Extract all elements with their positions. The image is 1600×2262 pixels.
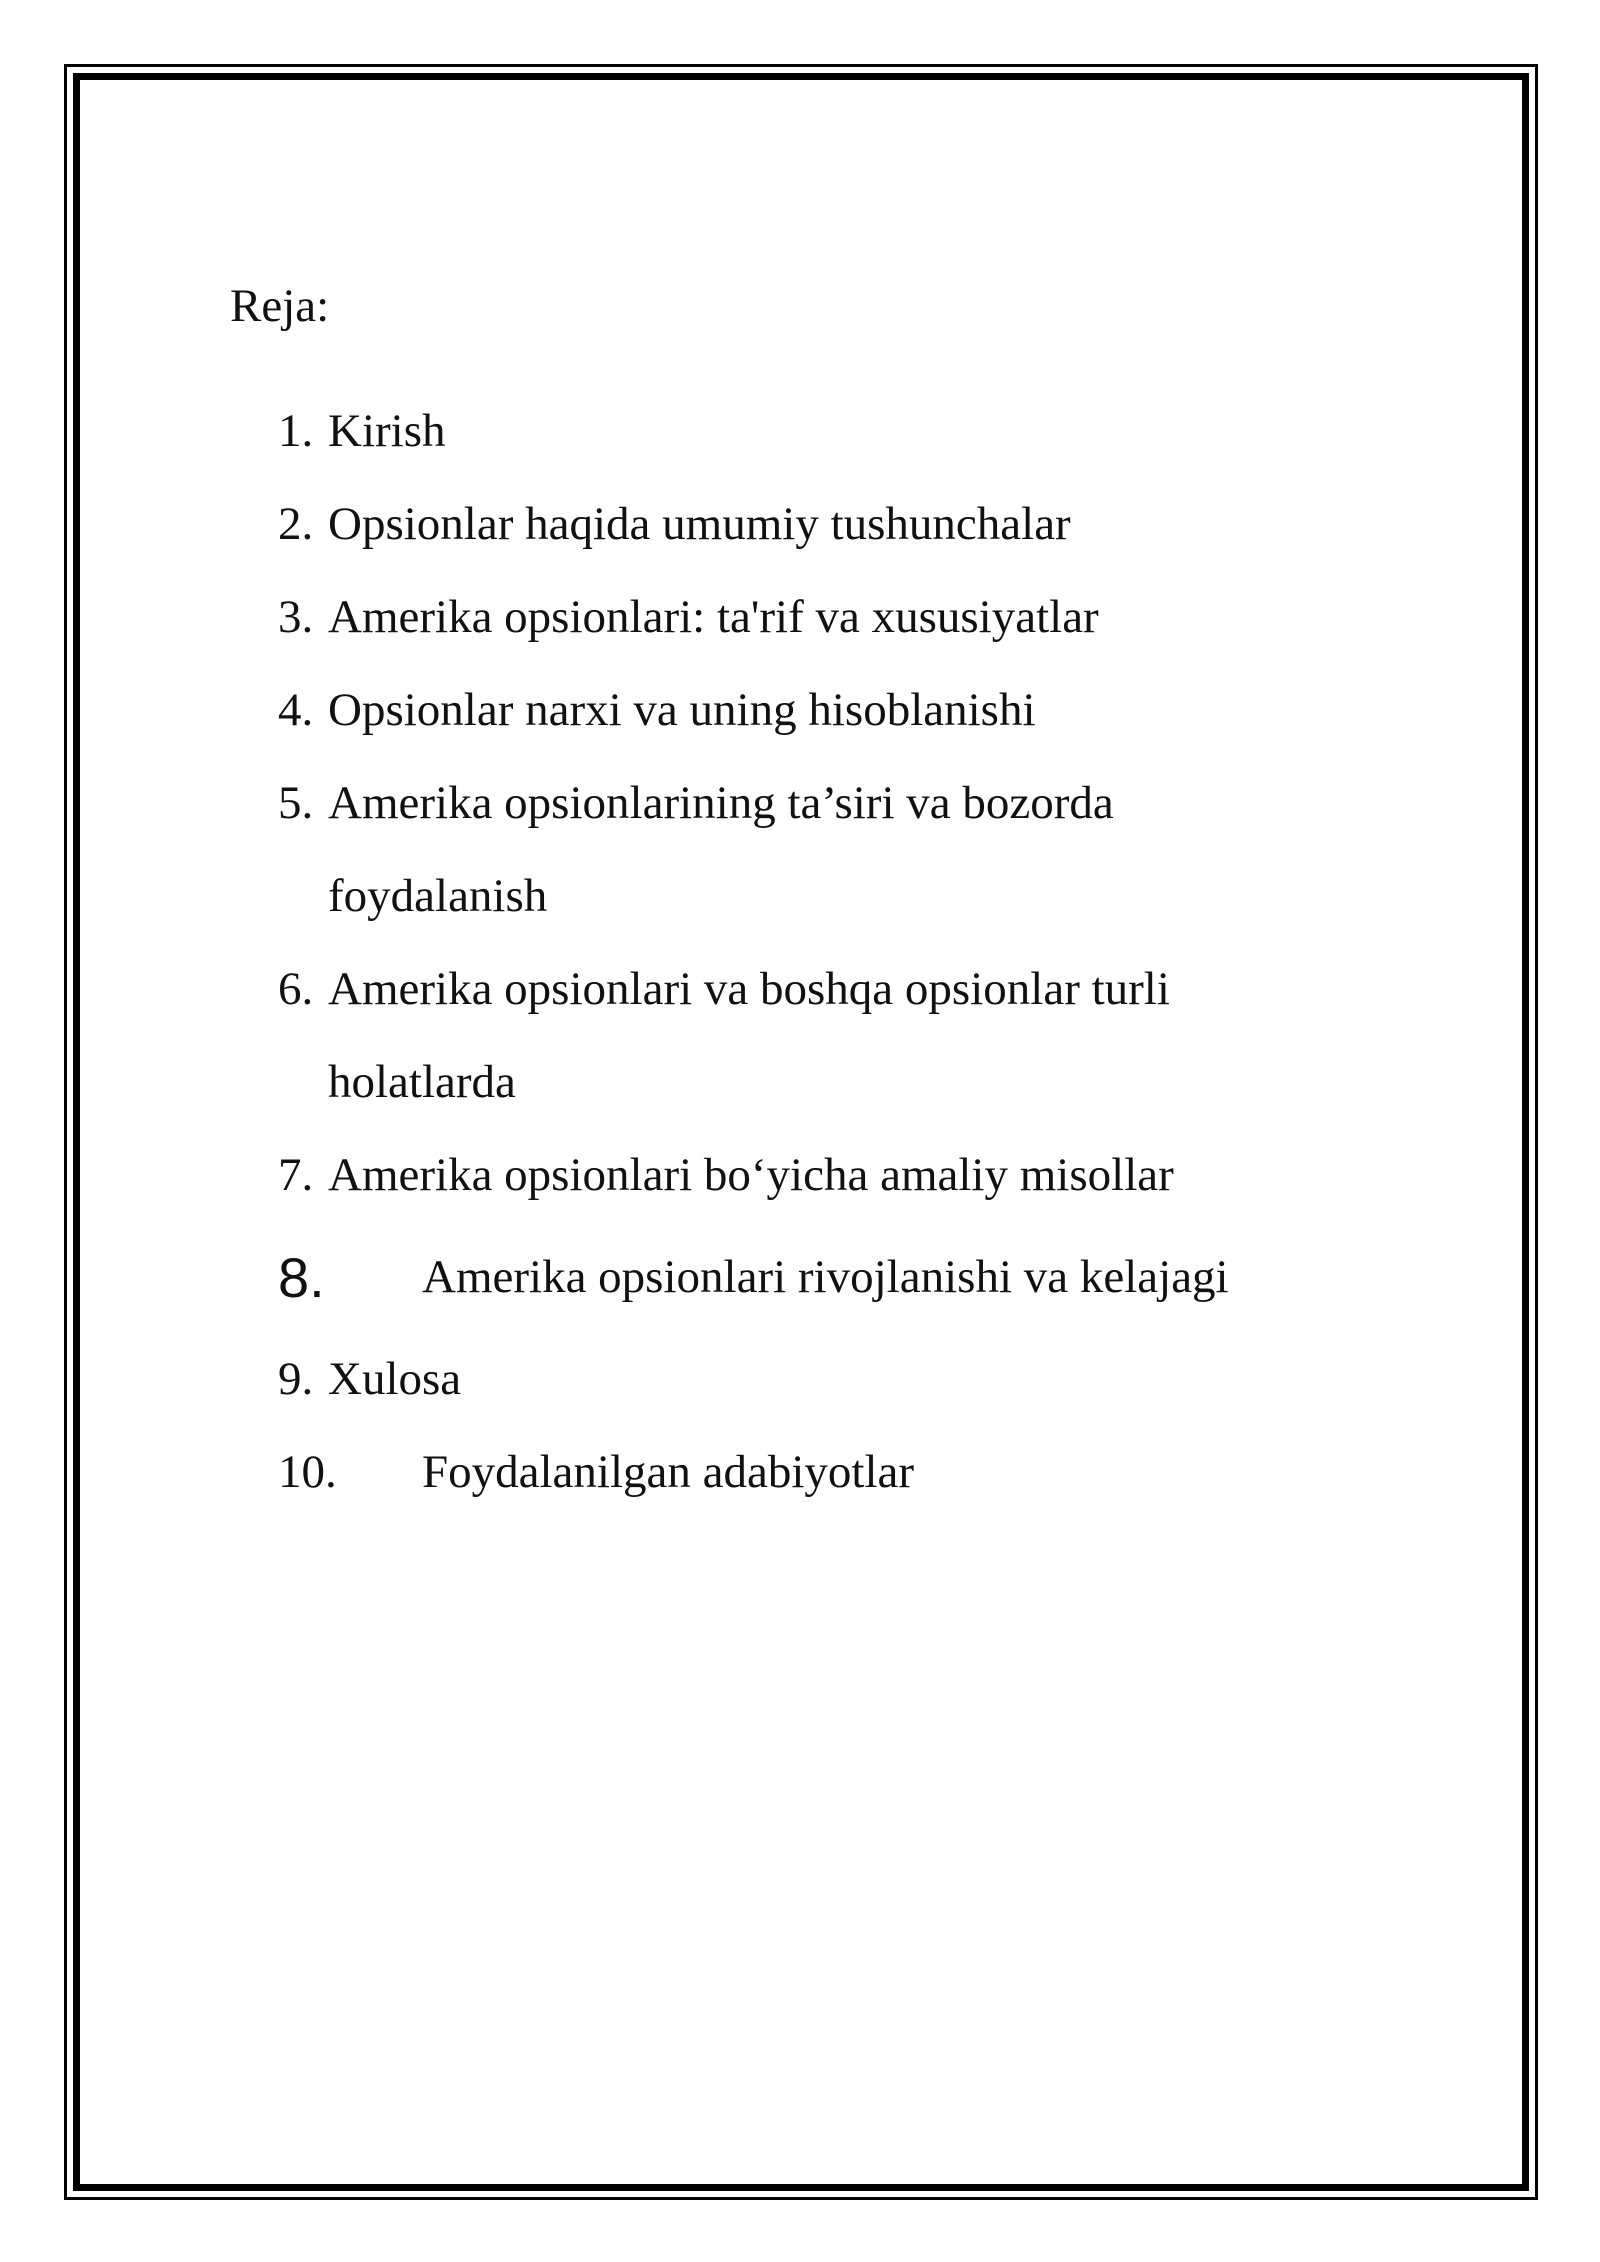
item-text: Amerika opsionlari: ta'rif va xususiyatlar bbox=[328, 591, 1099, 643]
plan-item-8 bbox=[278, 1231, 1229, 1329]
item-text: Opsionlar haqida umumiy tushunchalar bbox=[328, 498, 1071, 550]
plan-item-3 bbox=[278, 571, 1099, 664]
plan-heading: Reja: bbox=[230, 280, 330, 332]
item-number: 4. bbox=[278, 684, 314, 736]
item-text: Amerika opsionlari rivojlanishi va kelajagi bbox=[422, 1251, 1229, 1303]
item-number: 5. bbox=[278, 777, 314, 829]
plan-item-2 bbox=[278, 478, 1071, 571]
item-number: 1. bbox=[278, 405, 314, 457]
item-text-line-2: foydalanish bbox=[328, 870, 548, 922]
plan-item-7 bbox=[278, 1129, 1174, 1222]
plan-item-1 bbox=[278, 385, 446, 478]
plan-item-5 bbox=[278, 757, 1114, 943]
item-text: Xulosa bbox=[328, 1353, 462, 1405]
item-text bbox=[328, 943, 1170, 1129]
item-text-line-1: Amerika opsionlarining ta’siri va bozorda bbox=[328, 777, 1114, 829]
plan-item-4 bbox=[278, 664, 1036, 757]
item-number: 2. bbox=[278, 498, 314, 550]
plan-item-10 bbox=[278, 1426, 914, 1519]
item-number: 9. bbox=[278, 1353, 314, 1405]
item-text: Kirish bbox=[328, 405, 446, 457]
item-text-line-2: holatlarda bbox=[328, 1056, 516, 1108]
item-number: 3. bbox=[278, 591, 314, 643]
plan-item-9 bbox=[278, 1333, 461, 1426]
item-text bbox=[328, 757, 1114, 943]
item-text-line-1: Amerika opsionlari va boshqa opsionlar turli bbox=[328, 963, 1170, 1015]
item-text: Opsionlar narxi va uning hisoblanishi bbox=[328, 684, 1036, 736]
item-number: 8. bbox=[278, 1246, 325, 1309]
plan-item-6 bbox=[278, 943, 1170, 1129]
item-number: 6. bbox=[278, 963, 314, 1015]
item-number: 7. bbox=[278, 1149, 314, 1201]
item-number: 10. bbox=[278, 1446, 337, 1498]
item-text: Amerika opsionlari bo‘yicha amaliy misollar bbox=[328, 1149, 1174, 1201]
item-text: Foydalanilgan adabiyotlar bbox=[422, 1446, 915, 1498]
